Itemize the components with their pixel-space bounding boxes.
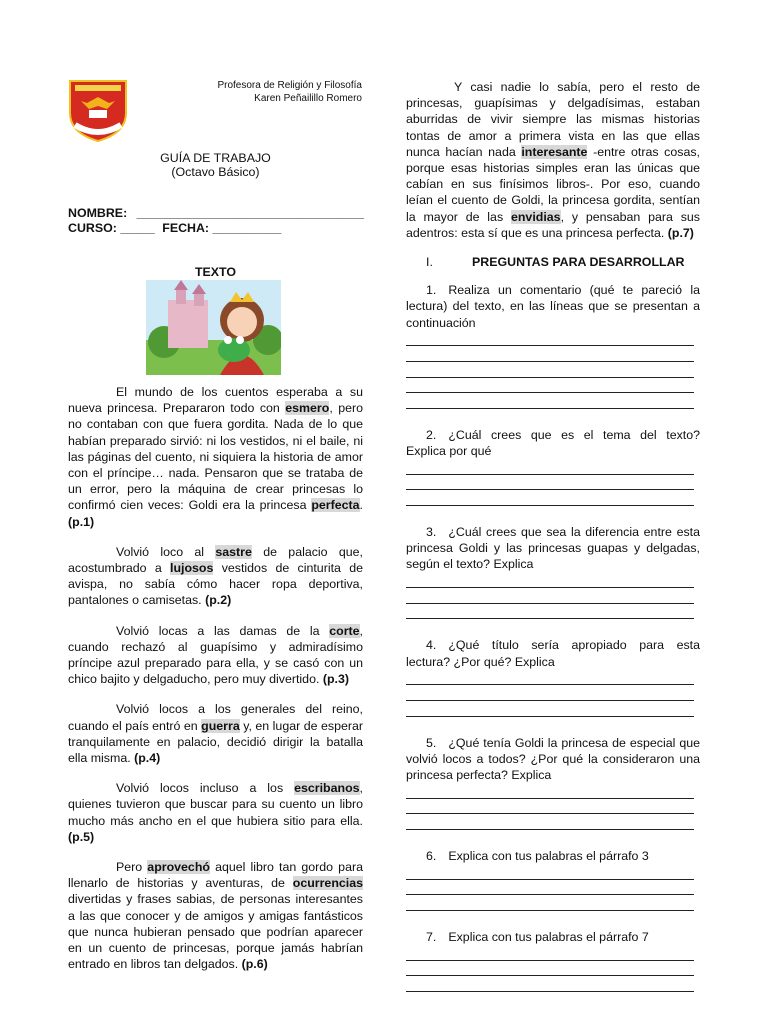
question-number: 7. bbox=[426, 929, 437, 944]
question-number: 6. bbox=[426, 848, 437, 863]
answer-line[interactable] bbox=[406, 346, 694, 362]
story-paragraph-1: El mundo de los cuentos esperaba a su nueva princesa. Prepararon todo con esmero, pero no contaban con que fuera gordita. Nada de lo que habían preparado sirvió: ni los vestidos, ni el baile, ni las páginas del cuento, ni siquiera la historia de amor con el príncipe… nada. Pensaron que se trataba de un error, pero la máquina de crear princesas lo confirmó cien veces: Goldi era la princesa perfecta. (p.1) bbox=[68, 385, 363, 529]
answer-line[interactable] bbox=[406, 783, 694, 799]
questions-list bbox=[406, 282, 700, 992]
question-number: 1. bbox=[426, 283, 437, 298]
answer-line[interactable] bbox=[406, 945, 694, 961]
answer-line[interactable] bbox=[406, 393, 694, 409]
question-item bbox=[406, 637, 700, 716]
story-paragraph-6: Pero aprovechó aquel libro tan gordo para llenarlo de historias y aventuras, de ocurrencias divertidas y frases sabias, de personas interesantes a las que conocer y de amigos y amigas fantásticos que nunca hubieran pensado que podrían aparecer en un cuento de princesas, porque jamás habrían entrado en libros tan delgados. (p.6) bbox=[68, 860, 363, 972]
guide-subtitle: (Octavo Básico) bbox=[171, 165, 260, 179]
question-item bbox=[406, 929, 700, 992]
answer-line[interactable] bbox=[406, 604, 694, 620]
school-crest-icon bbox=[67, 77, 129, 143]
nombre-label: NOMBRE: bbox=[68, 206, 128, 220]
story-paragraph-5: Volvió locos incluso a los escribanos, quienes tuvieron que buscar para su cuento un libro mucho más ancho en el que hubiera sitio para ella. (p.5) bbox=[68, 781, 363, 844]
question-item bbox=[406, 848, 700, 911]
question-prompt: ¿Cuál crees que es el tema del texto? Explica por qué bbox=[406, 427, 700, 459]
story-left-column bbox=[68, 384, 363, 973]
answer-line[interactable] bbox=[406, 799, 694, 815]
question-item bbox=[406, 282, 700, 409]
section-heading bbox=[406, 254, 700, 270]
story-paragraph-2: Volvió loco al sastre de palacio que, acostumbrado a lujosos vestidos de cinturita de avispa, no sabía cómo hacer ropa deportiva, pantalones o camisetas. (p.2) bbox=[68, 544, 363, 608]
question-item bbox=[406, 427, 700, 506]
text-heading: TEXTO bbox=[194, 265, 237, 279]
answer-line[interactable] bbox=[406, 459, 694, 475]
answer-line[interactable] bbox=[406, 701, 694, 717]
answer-line[interactable] bbox=[406, 378, 694, 394]
story-paragraph-3: Volvió locas a las damas de la corte, cuando rechazó al guapísimo y admiradísimo príncipe azul preparado para ella, y se casó con un chico bajito y delgaducho, pero muy divertido. (p.3) bbox=[68, 623, 363, 687]
question-number: 5. bbox=[426, 735, 437, 750]
question-prompt: ¿Cuál crees que sea la diferencia entre esta princesa Goldi y las princesas guapas y delgadas, según el texto? Explica bbox=[406, 525, 700, 572]
question-text bbox=[406, 282, 700, 331]
question-prompt: Explica con tus palabras el párrafo 7 bbox=[448, 929, 649, 944]
teacher-name: Karen Peñailillo Romero bbox=[254, 93, 362, 104]
question-text bbox=[406, 427, 700, 459]
question-text bbox=[406, 735, 700, 784]
answer-line[interactable] bbox=[406, 864, 694, 880]
answer-lines[interactable] bbox=[406, 331, 700, 409]
question-number: 2. bbox=[426, 427, 437, 442]
answer-line[interactable] bbox=[406, 331, 694, 347]
guide-title: GUÍA DE TRABAJO bbox=[160, 151, 271, 165]
question-prompt: Realiza un comentario (qué te pareció la lectura) del texto, en las líneas que se presentan a continuación bbox=[406, 283, 700, 330]
answer-line[interactable] bbox=[406, 362, 694, 378]
question-text bbox=[406, 524, 700, 573]
answer-line[interactable] bbox=[406, 573, 694, 589]
question-prompt: ¿Qué tenía Goldi la princesa de especial que volvió locos a todos? ¿Por qué la consideraron una princesa perfecta? Explica bbox=[406, 735, 700, 782]
question-prompt: Explica con tus palabras el párrafo 3 bbox=[448, 848, 649, 863]
answer-line[interactable] bbox=[406, 880, 694, 896]
answer-lines[interactable] bbox=[406, 864, 700, 911]
question-text bbox=[406, 848, 700, 864]
answer-line[interactable] bbox=[406, 895, 694, 911]
answer-line[interactable] bbox=[406, 588, 694, 604]
answer-lines[interactable] bbox=[406, 573, 700, 620]
answer-line[interactable] bbox=[406, 685, 694, 701]
curso-blank[interactable]: _____ bbox=[120, 221, 155, 235]
nombre-blank[interactable]: _________________________________ bbox=[136, 206, 365, 220]
princess-with-frog-illustration bbox=[146, 280, 281, 375]
curso-fecha-field[interactable] bbox=[68, 221, 281, 235]
question-prompt: ¿Qué título sería apropiado para esta lectura? ¿Por qué? Explica bbox=[406, 638, 700, 669]
answer-lines[interactable] bbox=[406, 783, 700, 830]
section-title: PREGUNTAS PARA DESARROLLAR bbox=[472, 255, 685, 270]
question-item bbox=[406, 735, 700, 830]
question-number: 3. bbox=[426, 525, 437, 539]
story-right-column bbox=[406, 79, 700, 992]
answer-lines[interactable] bbox=[406, 945, 700, 992]
curso-label: CURSO: bbox=[68, 221, 117, 235]
answer-line[interactable] bbox=[406, 475, 694, 491]
answer-line[interactable] bbox=[406, 814, 694, 830]
answer-line[interactable] bbox=[406, 976, 694, 992]
story-paragraph-4: Volvió locos a los generales del reino, cuando el país entró en guerra y, en lugar de esperar tranquilamente en palacio, decidió dirigir la batalla ella misma. (p.4) bbox=[68, 702, 363, 766]
question-text bbox=[406, 637, 700, 669]
nombre-field[interactable] bbox=[68, 206, 364, 220]
fecha-blank[interactable]: __________ bbox=[212, 221, 282, 235]
teacher-role: Profesora de Religión y Filosofía bbox=[217, 80, 362, 91]
question-text bbox=[406, 929, 700, 945]
story-paragraph-7: Y casi nadie lo sabía, pero el resto de princesas, guapísimas y delgadísimas, estaban aburridas de vivir siempre las mismas historias tontas de amor a primera vista en las que ellas nunca hacían nada interesante -entre otras cosas, porque esas historias simples eran las únicas que cabían en sus finísimos libros-. Por eso, cuando leían el cuento de Goldi, la princesa gordita, sentían la mayor de las envidias, y pensaban para sus adentros: esta sí que es una princesa perfecta. (p.7) bbox=[406, 80, 700, 240]
answer-line[interactable] bbox=[406, 490, 694, 506]
answer-line[interactable] bbox=[406, 670, 694, 686]
section-numeral: I. bbox=[426, 255, 433, 270]
answer-lines[interactable] bbox=[406, 670, 700, 717]
fecha-label: FECHA: bbox=[162, 221, 210, 235]
question-number: 4. bbox=[426, 638, 437, 653]
question-item bbox=[406, 524, 700, 619]
answer-line[interactable] bbox=[406, 961, 694, 977]
answer-lines[interactable] bbox=[406, 459, 700, 506]
